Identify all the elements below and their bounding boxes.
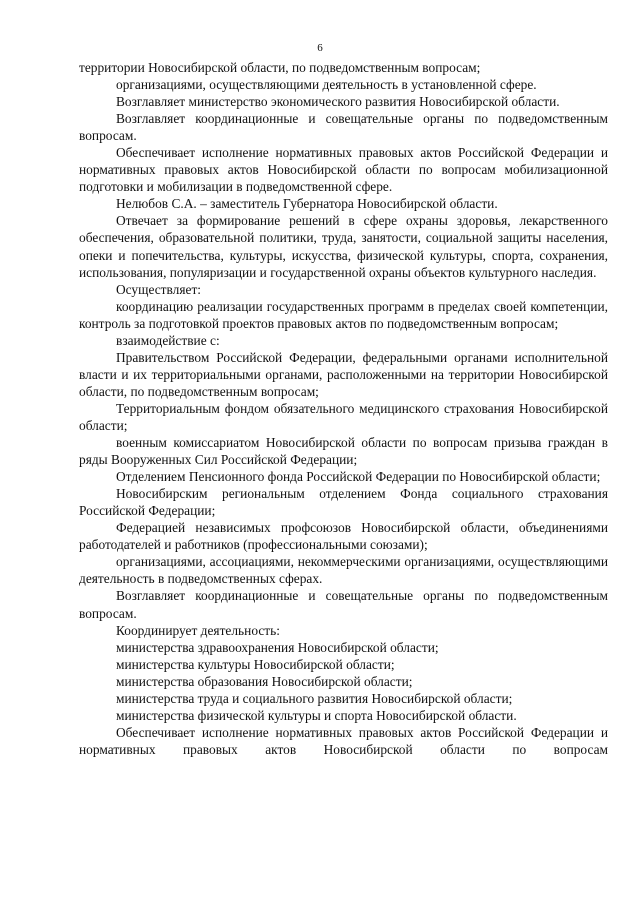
paragraph: Отделением Пенсионного фонда Российской Федерации по Новосибирской области; [116,469,601,485]
paragraph: Возглавляет министерство экономического развития Новосибирской области. [116,94,560,110]
paragraph: Правительством Российской Федерации, федеральными органами исполнительной власти и их территориальными органами, расположенными на территории Новосибирской области, по подведомственным вопросам; [79,349,608,399]
page-number: 6 [317,42,323,54]
paragraph: министерства здравоохранения Новосибирской области; [116,639,439,655]
document-body [79,59,608,758]
paragraph: организациями, осуществляющими деятельность в установленной сфере. [116,77,537,93]
paragraph: Отвечает за формирование решений в сфере охраны здоровья, лекарственного обеспечения, образовательной политики, труда, занятости, социальной защиты населения, опеки и попечительства, культуры, искусства, физической культуры, спорта, сохранения, использования, популяризации и государственной охраны объектов культурного наследия. [79,213,608,280]
paragraph: министерства образования Новосибирской области; [116,673,413,689]
paragraph: Возглавляет координационные и совещательные органы по подведомственным вопросам. [79,588,608,621]
paragraph: организациями, ассоциациями, некоммерческими организациями, осуществляющими деятельность в подведомственных сферах. [79,554,608,587]
paragraph: взаимодействие с: [116,332,220,348]
paragraph: территории Новосибирской области, по подведомственным вопросам; [79,60,481,75]
paragraph: министерства культуры Новосибирской области; [116,656,395,672]
paragraph: Обеспечивает исполнение нормативных правовых актов Российской Федерации и нормативных правовых актов Новосибирской области по вопросам [79,724,608,757]
paragraph: Новосибирским региональным отделением Фонда социального страхования Российской Федерации; [79,486,608,519]
paragraph: министерства физической культуры и спорта Новосибирской области. [116,707,517,723]
paragraph: Возглавляет координационные и совещательные органы по подведомственным вопросам. [79,111,608,144]
paragraph: военным комиссариатом Новосибирской области по вопросам призыва граждан в ряды Вооруженных Сил Российской Федерации; [79,435,608,468]
paragraph: Координирует деятельность: [116,622,280,638]
paragraph: Обеспечивает исполнение нормативных правовых актов Российской Федерации и нормативных правовых актов Новосибирской области по вопросам мобилизационной подготовки и мобилизации в подведомственной сфере. [79,145,608,195]
paragraph: координацию реализации государственных программ в пределах своей компетенции, контроль за подготовкой проектов правовых актов по подведомственным вопросам; [79,298,608,331]
paragraph: министерства труда и социального развития Новосибирской области; [116,690,513,706]
paragraph: Осуществляет: [116,281,202,297]
paragraph: Нелюбов С.А. – заместитель Губернатора Новосибирской области. [116,196,498,212]
paragraph: Федерацией независимых профсоюзов Новосибирской области, объединениями работодателей и работников (профессиональными союзами); [79,520,608,553]
paragraph: Территориальным фондом обязательного медицинского страхования Новосибирской области; [79,400,608,433]
